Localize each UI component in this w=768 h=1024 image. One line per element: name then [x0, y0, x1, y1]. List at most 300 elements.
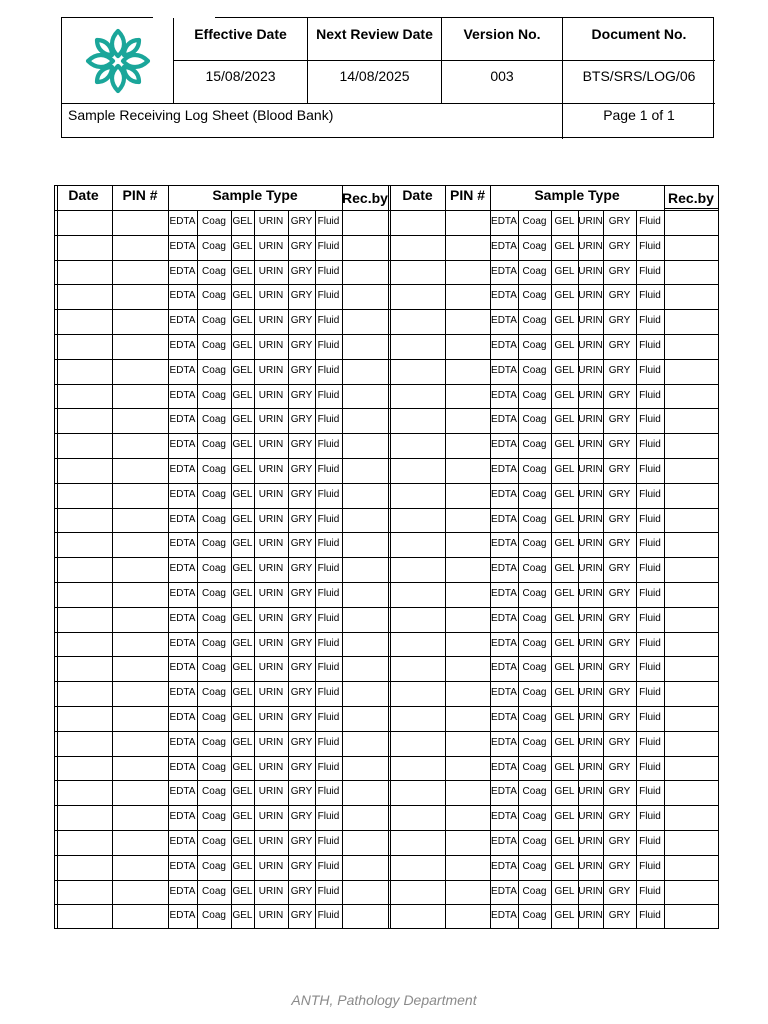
- sample-type-fluid-cell: Fluid: [317, 216, 340, 227]
- sample-type-edta-cell: EDTA: [491, 290, 517, 302]
- sample-type-fluid-cell: Fluid: [317, 588, 340, 599]
- sample-type-edta-cell: EDTA: [491, 860, 517, 872]
- sample-type-fluid-cell: Fluid: [639, 265, 661, 277]
- sample-type-fluid-cell: Fluid: [639, 836, 661, 847]
- header-underline: [664, 208, 718, 209]
- sample-type-fluid-cell: Fluid: [317, 662, 340, 674]
- sample-type-edta-cell: EDTA: [169, 414, 196, 426]
- sample-type-coag-cell: Coag: [202, 414, 226, 426]
- sample-type-gry-cell: GRY: [608, 612, 631, 624]
- row-divider: [55, 855, 718, 856]
- sample-type-urin-cell: URIN: [578, 910, 603, 922]
- sample-type-fluid-cell: Fluid: [317, 265, 340, 277]
- sample-type-fluid-cell: Fluid: [317, 761, 340, 773]
- sample-type-gel-cell: GEL: [554, 885, 575, 897]
- sample-type-gry-cell: GRY: [608, 464, 631, 475]
- document-header: [61, 17, 714, 138]
- sample-type-gel-cell: GEL: [554, 588, 575, 599]
- sample-type-edta-cell: EDTA: [169, 736, 196, 748]
- sample-type-coag-cell: Coag: [522, 240, 547, 252]
- sample-type-urin-cell: URIN: [578, 885, 603, 897]
- sample-type-gry-cell: GRY: [608, 265, 631, 277]
- sample-type-gry-cell: GRY: [608, 687, 631, 699]
- sample-type-gel-cell: GEL: [232, 290, 253, 302]
- sample-type-coag-cell: Coag: [202, 910, 226, 922]
- sample-type-gry-cell: GRY: [290, 439, 313, 451]
- sample-type-edta-cell: EDTA: [491, 265, 517, 277]
- sample-type-coag-cell: Coag: [522, 563, 547, 575]
- sample-type-urin-cell: URIN: [578, 563, 603, 575]
- sample-type-coag-cell: Coag: [202, 439, 226, 451]
- sample-type-fluid-cell: Fluid: [317, 736, 340, 748]
- sample-type-gry-cell: GRY: [290, 662, 313, 674]
- sample-type-fluid-cell: Fluid: [639, 712, 661, 723]
- row-divider: [55, 334, 718, 335]
- sample-type-fluid-cell: Fluid: [639, 662, 661, 674]
- sample-type-gry-cell: GRY: [290, 836, 313, 847]
- sample-type-edta-cell: EDTA: [169, 761, 196, 773]
- sample-type-fluid-cell: Fluid: [639, 811, 661, 823]
- sample-type-gel-cell: GEL: [554, 836, 575, 847]
- sample-type-fluid-cell: Fluid: [639, 488, 661, 500]
- row-divider: [55, 557, 718, 558]
- sample-type-fluid-cell: Fluid: [639, 513, 661, 525]
- row-divider: [55, 780, 718, 781]
- row-divider: [55, 359, 718, 360]
- sample-type-urin-cell: URIN: [578, 786, 603, 798]
- logo-cell: [62, 18, 174, 104]
- sample-type-gry-cell: GRY: [608, 563, 631, 575]
- sample-type-gry-cell: GRY: [290, 389, 313, 401]
- sample-type-edta-cell: EDTA: [491, 786, 517, 798]
- sample-type-urin-cell: URIN: [578, 464, 603, 475]
- sample-type-coag-cell: Coag: [202, 786, 226, 798]
- version-no-value: 003: [442, 61, 563, 104]
- sample-type-gry-cell: GRY: [290, 860, 313, 872]
- sample-type-urin-cell: URIN: [258, 612, 284, 624]
- row-divider: [55, 210, 718, 211]
- sample-type-urin-cell: URIN: [578, 240, 603, 252]
- sample-type-urin-cell: URIN: [258, 464, 284, 475]
- sample-type-gry-cell: GRY: [290, 315, 313, 327]
- sample-type-edta-cell: EDTA: [169, 364, 196, 376]
- sample-type-coag-cell: Coag: [522, 612, 547, 624]
- sample-type-urin-cell: URIN: [578, 538, 603, 550]
- sample-type-fluid-cell: Fluid: [317, 612, 340, 624]
- sample-type-coag-cell: Coag: [522, 687, 547, 699]
- sample-type-gry-cell: GRY: [290, 513, 313, 525]
- sample-type-urin-cell: URIN: [578, 513, 603, 525]
- sample-type-gry-cell: GRY: [290, 216, 313, 227]
- sample-type-fluid-cell: Fluid: [317, 414, 340, 426]
- sample-type-gel-cell: GEL: [232, 637, 253, 649]
- sample-type-edta-cell: EDTA: [169, 563, 196, 575]
- sample-type-gry-cell: GRY: [290, 414, 313, 426]
- sample-type-urin-cell: URIN: [258, 538, 284, 550]
- sample-type-fluid-cell: Fluid: [639, 464, 661, 475]
- sample-type-gel-cell: GEL: [232, 687, 253, 699]
- sample-type-gel-cell: GEL: [554, 538, 575, 550]
- row-divider: [55, 731, 718, 732]
- sample-type-urin-cell: URIN: [258, 662, 284, 674]
- row-divider: [55, 880, 718, 881]
- sample-type-fluid-cell: Fluid: [317, 488, 340, 500]
- sample-type-edta-cell: EDTA: [169, 786, 196, 798]
- sample-type-gry-cell: GRY: [290, 637, 313, 649]
- sample-type-edta-cell: EDTA: [491, 538, 517, 550]
- sample-type-gry-cell: GRY: [608, 662, 631, 674]
- sample-type-gry-cell: GRY: [290, 612, 313, 624]
- sample-type-gry-cell: GRY: [290, 538, 313, 550]
- sample-type-edta-cell: EDTA: [169, 637, 196, 649]
- sample-type-coag-cell: Coag: [522, 885, 547, 897]
- sample-type-gel-cell: GEL: [554, 637, 575, 649]
- sample-type-gel-cell: GEL: [232, 389, 253, 401]
- sample-type-urin-cell: URIN: [258, 265, 284, 277]
- sample-type-edta-cell: EDTA: [491, 414, 517, 426]
- sample-type-urin-cell: URIN: [258, 860, 284, 872]
- right-pin-header: PIN #: [449, 187, 485, 203]
- sample-type-gry-cell: GRY: [290, 687, 313, 699]
- sample-type-urin-cell: URIN: [258, 315, 284, 327]
- sample-type-gry-cell: GRY: [608, 414, 631, 426]
- sample-type-fluid-cell: Fluid: [639, 736, 661, 748]
- sample-type-coag-cell: Coag: [202, 265, 226, 277]
- sample-type-edta-cell: EDTA: [169, 662, 196, 674]
- sample-type-edta-cell: EDTA: [169, 712, 196, 723]
- sample-type-edta-cell: EDTA: [169, 836, 196, 847]
- row-divider: [55, 483, 718, 484]
- sample-type-gel-cell: GEL: [232, 216, 253, 227]
- sample-type-edta-cell: EDTA: [169, 612, 196, 624]
- sample-type-edta-cell: EDTA: [491, 340, 517, 351]
- sample-type-coag-cell: Coag: [522, 414, 547, 426]
- sample-type-edta-cell: EDTA: [491, 836, 517, 847]
- sample-type-urin-cell: URIN: [578, 687, 603, 699]
- sample-type-coag-cell: Coag: [202, 860, 226, 872]
- sample-type-edta-cell: EDTA: [169, 538, 196, 550]
- row-divider: [55, 408, 718, 409]
- row-divider: [55, 582, 718, 583]
- sample-type-coag-cell: Coag: [202, 464, 226, 475]
- sample-type-gel-cell: GEL: [554, 761, 575, 773]
- sample-type-urin-cell: URIN: [258, 488, 284, 500]
- sample-type-urin-cell: URIN: [258, 761, 284, 773]
- sample-type-fluid-cell: Fluid: [317, 712, 340, 723]
- sample-type-coag-cell: Coag: [202, 885, 226, 897]
- sample-type-coag-cell: Coag: [522, 538, 547, 550]
- sample-type-coag-cell: Coag: [202, 364, 226, 376]
- row-divider: [55, 830, 718, 831]
- sample-type-gel-cell: GEL: [554, 563, 575, 575]
- left-sample-type-header: Sample Type: [212, 187, 298, 203]
- sample-type-gel-cell: GEL: [232, 439, 253, 451]
- sample-type-urin-cell: URIN: [258, 364, 284, 376]
- sample-type-edta-cell: EDTA: [491, 662, 517, 674]
- sample-type-gel-cell: GEL: [232, 712, 253, 723]
- sample-type-coag-cell: Coag: [202, 389, 226, 401]
- sample-type-edta-cell: EDTA: [491, 612, 517, 624]
- document-title: Sample Receiving Log Sheet (Blood Bank): [62, 104, 563, 139]
- sample-type-fluid-cell: Fluid: [639, 885, 661, 897]
- sample-type-fluid-cell: Fluid: [317, 836, 340, 847]
- row-divider: [55, 904, 718, 905]
- sample-type-fluid-cell: Fluid: [639, 687, 661, 699]
- sample-type-urin-cell: URIN: [578, 290, 603, 302]
- sample-type-gry-cell: GRY: [290, 290, 313, 302]
- sample-type-fluid-cell: Fluid: [639, 414, 661, 426]
- sample-type-edta-cell: EDTA: [169, 811, 196, 823]
- sample-type-gel-cell: GEL: [232, 761, 253, 773]
- sample-type-edta-cell: EDTA: [169, 488, 196, 500]
- row-divider: [55, 508, 718, 509]
- sample-type-gel-cell: GEL: [232, 836, 253, 847]
- row-divider: [55, 458, 718, 459]
- sample-type-urin-cell: URIN: [258, 513, 284, 525]
- row-divider: [55, 681, 718, 682]
- row-divider: [55, 235, 718, 236]
- sample-type-fluid-cell: Fluid: [639, 637, 661, 649]
- sample-type-gel-cell: GEL: [554, 860, 575, 872]
- sample-type-gry-cell: GRY: [608, 488, 631, 500]
- sample-type-edta-cell: EDTA: [491, 315, 517, 327]
- sample-type-gel-cell: GEL: [232, 414, 253, 426]
- row-divider: [55, 706, 718, 707]
- sample-type-coag-cell: Coag: [522, 786, 547, 798]
- row-divider: [55, 607, 718, 608]
- left-pin-header: PIN #: [122, 187, 158, 203]
- sample-type-gel-cell: GEL: [554, 414, 575, 426]
- sample-type-fluid-cell: Fluid: [639, 389, 661, 401]
- sample-type-gel-cell: GEL: [232, 538, 253, 550]
- sample-type-gel-cell: GEL: [232, 910, 253, 922]
- sample-type-coag-cell: Coag: [522, 736, 547, 748]
- sample-type-urin-cell: URIN: [578, 315, 603, 327]
- sample-type-gel-cell: GEL: [554, 439, 575, 451]
- page-number: Page 1 of 1: [603, 107, 675, 123]
- sample-type-coag-cell: Coag: [202, 315, 226, 327]
- sample-type-fluid-cell: Fluid: [639, 240, 661, 252]
- sample-type-gry-cell: GRY: [608, 439, 631, 451]
- sample-type-edta-cell: EDTA: [491, 736, 517, 748]
- sample-type-edta-cell: EDTA: [491, 464, 517, 475]
- sample-type-gel-cell: GEL: [232, 736, 253, 748]
- sample-type-coag-cell: Coag: [202, 687, 226, 699]
- sample-type-urin-cell: URIN: [258, 836, 284, 847]
- sample-type-gel-cell: GEL: [554, 811, 575, 823]
- sample-type-fluid-cell: Fluid: [317, 637, 340, 649]
- sample-type-fluid-cell: Fluid: [639, 340, 661, 351]
- sample-type-coag-cell: Coag: [522, 290, 547, 302]
- sample-type-fluid-cell: Fluid: [317, 340, 340, 351]
- sample-type-coag-cell: Coag: [522, 439, 547, 451]
- sample-type-urin-cell: URIN: [258, 216, 284, 227]
- sample-type-gry-cell: GRY: [608, 761, 631, 773]
- sample-type-urin-cell: URIN: [578, 612, 603, 624]
- sample-type-coag-cell: Coag: [202, 712, 226, 723]
- sample-log-table: [54, 185, 719, 929]
- sample-type-gel-cell: GEL: [232, 513, 253, 525]
- sample-type-gel-cell: GEL: [232, 885, 253, 897]
- sample-type-gry-cell: GRY: [608, 637, 631, 649]
- sample-type-fluid-cell: Fluid: [317, 439, 340, 451]
- sample-type-edta-cell: EDTA: [169, 340, 196, 351]
- sample-type-coag-cell: Coag: [202, 563, 226, 575]
- sample-type-coag-cell: Coag: [202, 588, 226, 599]
- sample-type-edta-cell: EDTA: [169, 439, 196, 451]
- row-divider: [55, 309, 718, 310]
- sample-type-edta-cell: EDTA: [491, 761, 517, 773]
- sample-type-coag-cell: Coag: [522, 216, 547, 227]
- sample-type-edta-cell: EDTA: [169, 885, 196, 897]
- sample-type-edta-cell: EDTA: [169, 265, 196, 277]
- sample-type-urin-cell: URIN: [578, 340, 603, 351]
- left-rec-by-header: Rec.by: [342, 190, 388, 206]
- sample-type-edta-cell: EDTA: [169, 687, 196, 699]
- sample-type-urin-cell: URIN: [578, 860, 603, 872]
- sample-type-urin-cell: URIN: [578, 811, 603, 823]
- sample-type-urin-cell: URIN: [258, 736, 284, 748]
- sample-type-coag-cell: Coag: [522, 364, 547, 376]
- sample-type-gel-cell: GEL: [554, 488, 575, 500]
- sample-type-coag-cell: Coag: [522, 910, 547, 922]
- sample-type-urin-cell: URIN: [578, 637, 603, 649]
- left-date-header: Date: [68, 187, 99, 203]
- sample-type-coag-cell: Coag: [522, 315, 547, 327]
- sample-type-edta-cell: EDTA: [169, 860, 196, 872]
- sample-type-fluid-cell: Fluid: [317, 513, 340, 525]
- sample-type-gry-cell: GRY: [608, 736, 631, 748]
- sample-type-gel-cell: GEL: [554, 315, 575, 327]
- sample-type-fluid-cell: Fluid: [317, 811, 340, 823]
- version-no-label: Version No.: [442, 18, 563, 61]
- sample-type-fluid-cell: Fluid: [639, 612, 661, 624]
- sample-type-gry-cell: GRY: [608, 712, 631, 723]
- sample-type-coag-cell: Coag: [202, 662, 226, 674]
- sample-type-gry-cell: GRY: [608, 513, 631, 525]
- sample-type-coag-cell: Coag: [202, 811, 226, 823]
- document-no-label: Document No.: [563, 18, 715, 61]
- sample-type-fluid-cell: Fluid: [639, 315, 661, 327]
- sample-type-fluid-cell: Fluid: [639, 786, 661, 798]
- sample-type-edta-cell: EDTA: [491, 513, 517, 525]
- sample-type-gry-cell: GRY: [608, 290, 631, 302]
- sample-type-coag-cell: Coag: [522, 761, 547, 773]
- sample-type-urin-cell: URIN: [258, 712, 284, 723]
- sample-type-gel-cell: GEL: [232, 315, 253, 327]
- sample-type-coag-cell: Coag: [202, 637, 226, 649]
- sample-type-edta-cell: EDTA: [491, 488, 517, 500]
- flower-logo-icon: [83, 26, 153, 96]
- sample-type-urin-cell: URIN: [578, 761, 603, 773]
- sample-type-gry-cell: GRY: [290, 364, 313, 376]
- sample-type-coag-cell: Coag: [202, 736, 226, 748]
- sample-type-coag-cell: Coag: [522, 265, 547, 277]
- sample-type-fluid-cell: Fluid: [639, 364, 661, 376]
- sample-type-gry-cell: GRY: [290, 265, 313, 277]
- sample-type-urin-cell: URIN: [258, 240, 284, 252]
- sample-type-fluid-cell: Fluid: [317, 315, 340, 327]
- sample-type-fluid-cell: Fluid: [317, 240, 340, 252]
- sample-type-fluid-cell: Fluid: [317, 389, 340, 401]
- sample-type-edta-cell: EDTA: [491, 712, 517, 723]
- sample-type-gry-cell: GRY: [290, 340, 313, 351]
- sample-type-gry-cell: GRY: [608, 240, 631, 252]
- sample-type-gel-cell: GEL: [232, 265, 253, 277]
- sample-type-gry-cell: GRY: [290, 885, 313, 897]
- sample-type-fluid-cell: Fluid: [317, 786, 340, 798]
- sample-type-urin-cell: URIN: [578, 488, 603, 500]
- sample-type-fluid-cell: Fluid: [317, 860, 340, 872]
- sample-type-gel-cell: GEL: [554, 464, 575, 475]
- sample-type-gry-cell: GRY: [608, 389, 631, 401]
- sample-type-urin-cell: URIN: [578, 662, 603, 674]
- sample-type-coag-cell: Coag: [202, 290, 226, 302]
- sample-type-coag-cell: Coag: [522, 811, 547, 823]
- sample-type-urin-cell: URIN: [258, 588, 284, 599]
- sample-type-coag-cell: Coag: [202, 612, 226, 624]
- row-divider: [55, 805, 718, 806]
- effective-date-value: 15/08/2023: [174, 61, 308, 104]
- sample-type-gel-cell: GEL: [554, 240, 575, 252]
- sample-type-gry-cell: GRY: [290, 786, 313, 798]
- sample-type-gel-cell: GEL: [554, 513, 575, 525]
- sample-type-coag-cell: Coag: [522, 662, 547, 674]
- sample-type-fluid-cell: Fluid: [317, 538, 340, 550]
- footer-department: ANTH, Pathology Department: [291, 992, 477, 1008]
- sample-type-urin-cell: URIN: [258, 687, 284, 699]
- sample-type-gry-cell: GRY: [290, 712, 313, 723]
- row-divider: [55, 384, 718, 385]
- row-divider: [55, 260, 718, 261]
- row-divider: [55, 284, 718, 285]
- sample-type-edta-cell: EDTA: [491, 811, 517, 823]
- sample-type-fluid-cell: Fluid: [317, 885, 340, 897]
- sample-type-gel-cell: GEL: [232, 811, 253, 823]
- sample-type-urin-cell: URIN: [258, 290, 284, 302]
- sample-type-gel-cell: GEL: [554, 910, 575, 922]
- sample-type-gel-cell: GEL: [232, 786, 253, 798]
- sample-type-coag-cell: Coag: [202, 488, 226, 500]
- sample-type-edta-cell: EDTA: [491, 563, 517, 575]
- sample-type-gry-cell: GRY: [290, 910, 313, 922]
- sample-type-edta-cell: EDTA: [491, 439, 517, 451]
- sample-type-edta-cell: EDTA: [169, 240, 196, 252]
- sample-type-gry-cell: GRY: [290, 811, 313, 823]
- sample-type-gry-cell: GRY: [608, 364, 631, 376]
- sample-type-urin-cell: URIN: [258, 439, 284, 451]
- sample-type-edta-cell: EDTA: [169, 464, 196, 475]
- next-review-date-label: Next Review Date: [308, 18, 442, 61]
- sample-type-urin-cell: URIN: [258, 786, 284, 798]
- sample-type-gry-cell: GRY: [608, 538, 631, 550]
- sample-type-fluid-cell: Fluid: [639, 290, 661, 302]
- sample-type-coag-cell: Coag: [202, 240, 226, 252]
- right-date-header: Date: [402, 187, 433, 203]
- document-no-value: BTS/SRS/LOG/06: [563, 61, 715, 104]
- sample-type-coag-cell: Coag: [522, 860, 547, 872]
- sample-type-edta-cell: EDTA: [491, 364, 517, 376]
- sample-type-edta-cell: EDTA: [169, 910, 196, 922]
- sample-type-gel-cell: GEL: [232, 488, 253, 500]
- sample-type-gry-cell: GRY: [608, 786, 631, 798]
- sample-type-gry-cell: GRY: [608, 836, 631, 847]
- sample-type-gel-cell: GEL: [232, 340, 253, 351]
- sample-type-coag-cell: Coag: [522, 712, 547, 723]
- sample-type-urin-cell: URIN: [578, 216, 603, 227]
- sample-type-gel-cell: GEL: [554, 216, 575, 227]
- sample-type-urin-cell: URIN: [578, 364, 603, 376]
